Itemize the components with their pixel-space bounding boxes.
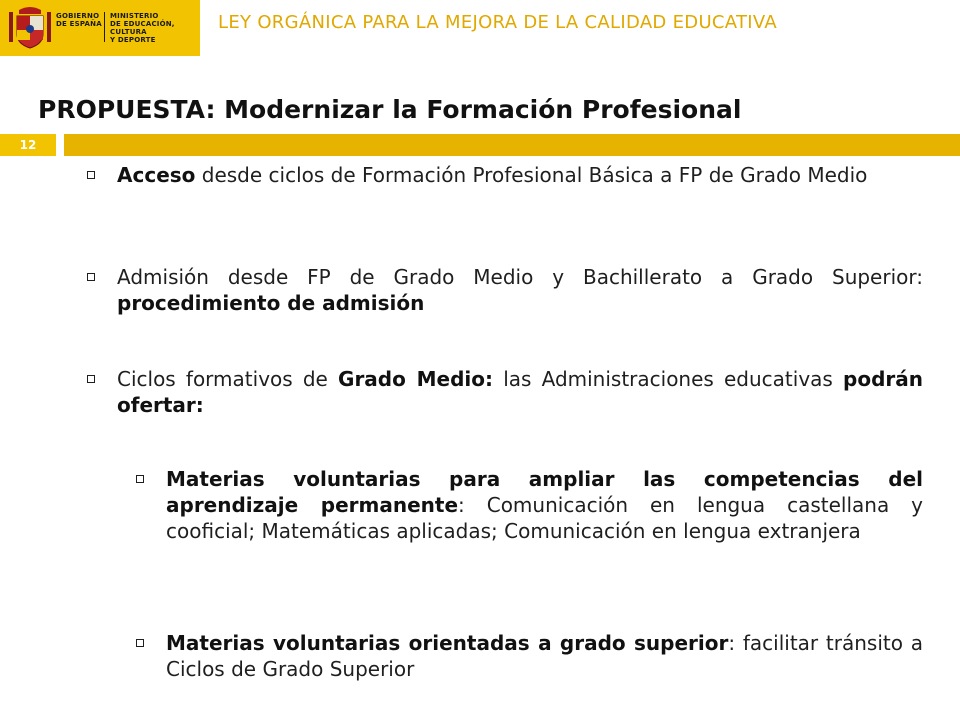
subbullet-materias-grado-superior — [166, 630, 923, 682]
bullet-bold: podrán ofertar: — [117, 367, 923, 417]
slide-title: PROPUESTA: Modernizar la Formación Profesional — [38, 95, 742, 124]
hollow-square-icon — [136, 475, 144, 483]
bullet-text: Ciclos formativos de — [117, 367, 339, 391]
slide-number: 12 — [0, 134, 56, 156]
hollow-square-icon — [136, 639, 144, 647]
ministry-logo — [0, 0, 200, 56]
bullet-bold: Acceso — [117, 163, 196, 187]
logo-divider — [104, 12, 105, 42]
bullet-bold: procedimiento de admisión — [117, 291, 425, 315]
bullet-admision — [117, 264, 923, 316]
logo-ministerio-text: MINISTERIO DE EDUCACIÓN, CULTURA Y DEPORTE — [110, 12, 175, 44]
title-rule — [64, 134, 960, 156]
bullet-text: : Comunicación en lengua castellana y cooficial; Matemáticas aplicadas; Comunicación en lengua extranjera — [166, 493, 923, 543]
bullet-text: las Administraciones educativas — [493, 367, 844, 391]
header-title: LEY ORGÁNICA PARA LA MEJORA DE LA CALIDAD EDUCATIVA — [218, 12, 777, 33]
bullet-acceso — [117, 162, 923, 188]
bullet-bold: Materias voluntarias orientadas a grado superior — [166, 631, 729, 655]
hollow-square-icon — [87, 273, 95, 281]
subbullet-materias-permanente — [166, 466, 923, 544]
bullet-text: : facilitar tránsito a Ciclos de Grado Superior — [166, 631, 923, 681]
hollow-square-icon — [87, 171, 95, 179]
bullet-text: Admisión desde FP de Grado Medio y Bachillerato a Grado Superior: — [117, 265, 923, 289]
bullet-ciclos — [117, 366, 923, 418]
logo-gobierno-text: GOBIERNO DE ESPAÑA — [56, 12, 102, 28]
coat-of-arms-icon — [7, 6, 53, 50]
bullet-bold: Grado Medio: — [338, 367, 494, 391]
bullet-bold: Materias voluntarias para ampliar las competencias del aprendizaje permanente — [166, 467, 923, 517]
bullet-text: desde ciclos de Formación Profesional Básica a FP de Grado Medio — [195, 163, 868, 187]
hollow-square-icon — [87, 375, 95, 383]
